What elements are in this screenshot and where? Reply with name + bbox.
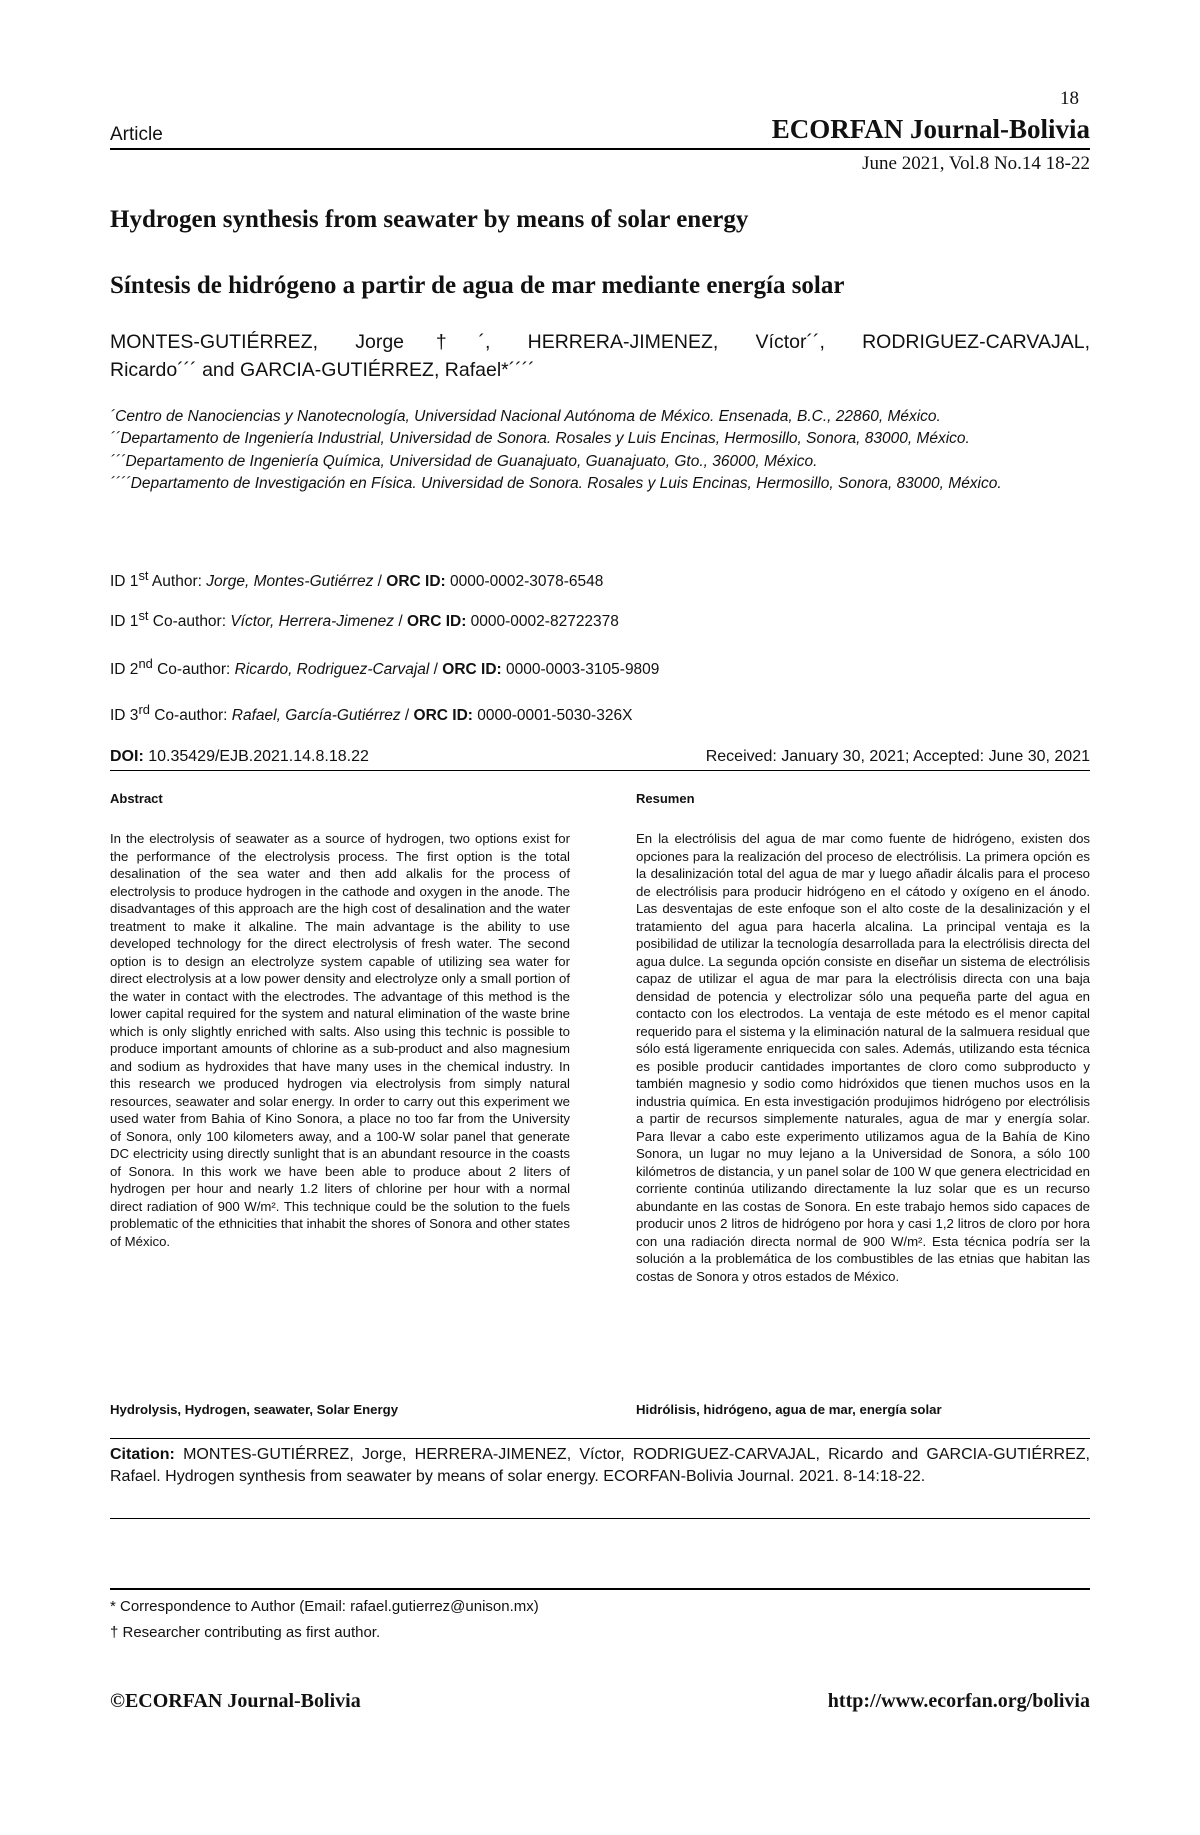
id-prefix: ID 2 bbox=[110, 661, 139, 679]
header-rule bbox=[110, 148, 1090, 150]
received-accepted-dates: Received: January 30, 2021; Accepted: June 30, 2021 bbox=[705, 748, 1090, 765]
id-name: Rafael, García-Gutiérrez bbox=[231, 707, 401, 725]
id-ordinal: st bbox=[138, 608, 149, 623]
id-name: Ricardo, Rodriguez-Carvajal bbox=[234, 661, 430, 679]
citation bbox=[110, 1444, 1090, 1488]
id-role: Co-author: bbox=[152, 661, 235, 679]
id-separator: / bbox=[373, 573, 387, 591]
resumen-keywords: Hidrólisis, hidrógeno, agua de mar, energía solar bbox=[636, 1402, 942, 1417]
orc-label: ORC ID: bbox=[386, 573, 446, 591]
journal-name: ECORFAN Journal-Bolivia bbox=[771, 114, 1090, 144]
article-label: Article bbox=[110, 124, 163, 145]
orc-label: ORC ID: bbox=[413, 707, 473, 725]
doi bbox=[110, 748, 369, 766]
page-number: 18 bbox=[1060, 88, 1079, 109]
abstract-keywords: Hydrolysis, Hydrogen, seawater, Solar Energy bbox=[110, 1402, 399, 1417]
orc-id: 0000-0002-3078-6548 bbox=[445, 573, 604, 591]
citation-rule-top bbox=[110, 1438, 1090, 1439]
id-ordinal: st bbox=[138, 568, 149, 583]
id-separator: / bbox=[429, 661, 443, 679]
citation-text: MONTES-GUTIÉRREZ, Jorge, HERRERA-JIMENEZ, Víctor, RODRIGUEZ-CARVAJAL, Ricardo and GARCIA-GUTIÉRREZ, Rafael. Hydrogen synthesis from seawater by means of solar energy. ECORFAN-Bolivia Journal. 2021. 8-14:18-22. bbox=[110, 1446, 1090, 1485]
footnote-correspondence: * Correspondence to Author (Email: rafael.gutierrez@unison.mx) bbox=[110, 1598, 539, 1615]
affiliation-2: ´´Departamento de Ingeniería Industrial, Universidad de Sonora. Rosales y Luis Encinas, Hermosillo, Sonora, 83000, México. bbox=[110, 430, 970, 448]
authors-line-2: Ricardo´´´ and GARCIA-GUTIÉRREZ, Rafael*´´´´ bbox=[110, 359, 535, 381]
affiliation-4: ´´´´Departamento de Investigación en Física. Universidad de Sonora. Rosales y Luis Encinas, Hermosillo, Sonora, 83000, México. bbox=[110, 475, 1002, 493]
affiliation-3: ´´´Departamento de Ingeniería Química, Universidad de Guanajuato, Guanajuato, Gto., 36000, México. bbox=[110, 452, 818, 470]
title-english: Hydrogen synthesis from seawater by means of solar energy bbox=[110, 206, 749, 233]
citation-label: Citation: bbox=[110, 1446, 175, 1463]
id-prefix: ID 3 bbox=[110, 707, 139, 725]
id-role: Co-author: bbox=[148, 613, 231, 631]
id-ordinal: nd bbox=[138, 656, 153, 671]
footer-url[interactable]: http://www.ecorfan.org/bolivia bbox=[827, 1690, 1090, 1712]
id-role: Co-author: bbox=[149, 707, 232, 725]
id-prefix: ID 1 bbox=[110, 613, 139, 631]
abstract-text: In the electrolysis of seawater as a source of hydrogen, two options exist for the performance of the electrolysis process. The first option is the total desalination of the sea water and then add alkalis for the process of electrolysis to produce hydrogen in the cathode and oxygen in the anode. The disadvantages of this approach are the high cost of desalination and the water treatment to make it alkaline. The main advantage is the ability to use developed technology for the direct electrolysis of fresh water. The second option is to design an electrolyze system capable of utilizing sea water for direct electrolysis at a low power density and electrolyze only a small portion of the water in contact with the electrodes. The advantage of this method is the lower capital required for the system and natural elimination of the waste brine which is only slightly enriched with salts. Also using this technic is possible to produce important amounts of chlorine as a sub-product and also magnesium and sodium as hydroxides that have many uses in the chemical industry. In this research we produced hydrogen via electrolysis from simply natural resources, seawater and solar energy. In order to carry out this experiment we used water from Bahia of Kino Sonora, a place no too far from the University of Sonora, only 100 kilometers away, and a 100-W solar panel that generate DC electricity using directly sunlight that is an abundant resource in the coasts of Sonora. In this work we have been able to produce about 2 liters of hydrogen per hour and nearly 1.2 liters of chlorine per hour with a normal direct radiation of 900 W/m². This technique could be the solution to the fuels problematic of the ethnicities that inhabit the shores of Sonora and other states of México. bbox=[110, 831, 570, 1249]
issue-info: June 2021, Vol.8 No.14 18-22 bbox=[862, 153, 1090, 174]
section-rule bbox=[110, 770, 1090, 771]
affiliation-1: ´Centro de Nanociencias y Nanotecnología, Universidad Nacional Autónoma de México. Ensenada, B.C., 22860, México. bbox=[110, 408, 941, 425]
footer-journal: ©ECORFAN Journal-Bolivia bbox=[110, 1690, 361, 1712]
citation-rule-bottom bbox=[110, 1518, 1090, 1519]
doi-value[interactable]: 10.35429/EJB.2021.14.8.18.22 bbox=[143, 748, 369, 765]
resumen-heading: Resumen bbox=[636, 791, 695, 806]
id-role: Author: bbox=[148, 573, 207, 591]
abstract-heading: Abstract bbox=[110, 791, 163, 806]
author-id-2 bbox=[110, 608, 619, 631]
resumen-text: En la electrólisis del agua de mar como fuente de hidrógeno, existen dos opciones para la realización del proceso de electrólisis. La primera opción es la desalinización total del agua de mar y luego añadir álcalis para el proceso de electrólisis para producir hidrógeno en el cátodo y oxígeno en el ánodo. Las desventajas de este enfoque son el alto coste de la desalinización y el tratamiento del agua para hacerla alcalina. La principal ventaja es la posibilidad de utilizar la tecnología desarrollada para la electrólisis directa del agua dulce. La segunda opción consiste en diseñar un sistema de electrólisis capaz de utilizar el agua de mar para la electrólisis directa con una baja densidad de potencia y electrolizar sólo una pequeña parte del agua en contacto con los electrodos. La ventaja de este método es el menor capital requerido para el sistema y la eliminación natural de la salmuera residual que sólo está ligeramente enriquecida con sales. Además, utilizando esta técnica es posible producir cantidades importantes de cloro como subproducto y también magnesio y sodio como hidróxidos que tienen muchos usos en la industria química. En esta investigación produjimos hidrógeno por electrólisis a partir de recursos simplemente naturales, agua de mar y energía solar. Para llevar a cabo este experimento utilizamos agua de la Bahía de Kino Sonora, un lugar no muy lejano a la Universidad de Sonora, a sólo 100 kilómetros de distancia, y un panel solar de 100 W que genera electricidad en corriente continúa utilizando directamente la luz solar que es un recurso abundante en las costas de Sonora. En este trabajo hemos sido capaces de producir unos 2 litros de hidrógeno por hora y casi 1,2 litros de cloro por hora con una radiación directa normal de 900 W/m². Esta técnica podría ser la solución a la problemática de los combustibles de las etnias que habitan las costas de Sonora y otros estados de México. bbox=[636, 831, 1090, 1284]
author-id-4 bbox=[110, 702, 632, 725]
authors-line-1: MONTES-GUTIÉRREZ, Jorge†´, HERRERA-JIMENEZ, Víctor´´, RODRIGUEZ-CARVAJAL, bbox=[110, 331, 1090, 353]
id-name: Víctor, Herrera-Jimenez bbox=[230, 613, 395, 631]
title-spanish: Síntesis de hidrógeno a partir de agua de mar mediante energía solar bbox=[110, 272, 845, 299]
orc-id: 0000-0002-82722378 bbox=[466, 613, 619, 631]
orc-label: ORC ID: bbox=[442, 661, 502, 679]
footnote-rule bbox=[110, 1588, 1090, 1590]
doi-label: DOI: bbox=[110, 748, 144, 765]
orc-id: 0000-0001-5030-326X bbox=[472, 707, 633, 725]
orc-label: ORC ID: bbox=[406, 613, 467, 631]
id-ordinal: rd bbox=[138, 702, 150, 717]
orc-id: 0000-0003-3105-9809 bbox=[501, 661, 660, 679]
id-prefix: ID 1 bbox=[110, 573, 139, 591]
id-separator: / bbox=[400, 707, 414, 725]
author-id-3 bbox=[110, 656, 659, 679]
id-separator: / bbox=[394, 613, 407, 631]
affiliations bbox=[110, 406, 1090, 496]
author-id-1 bbox=[110, 568, 603, 591]
id-name: Jorge, Montes-Gutiérrez bbox=[206, 573, 374, 591]
footnote-first-author: † Researcher contributing as first author. bbox=[110, 1624, 381, 1641]
